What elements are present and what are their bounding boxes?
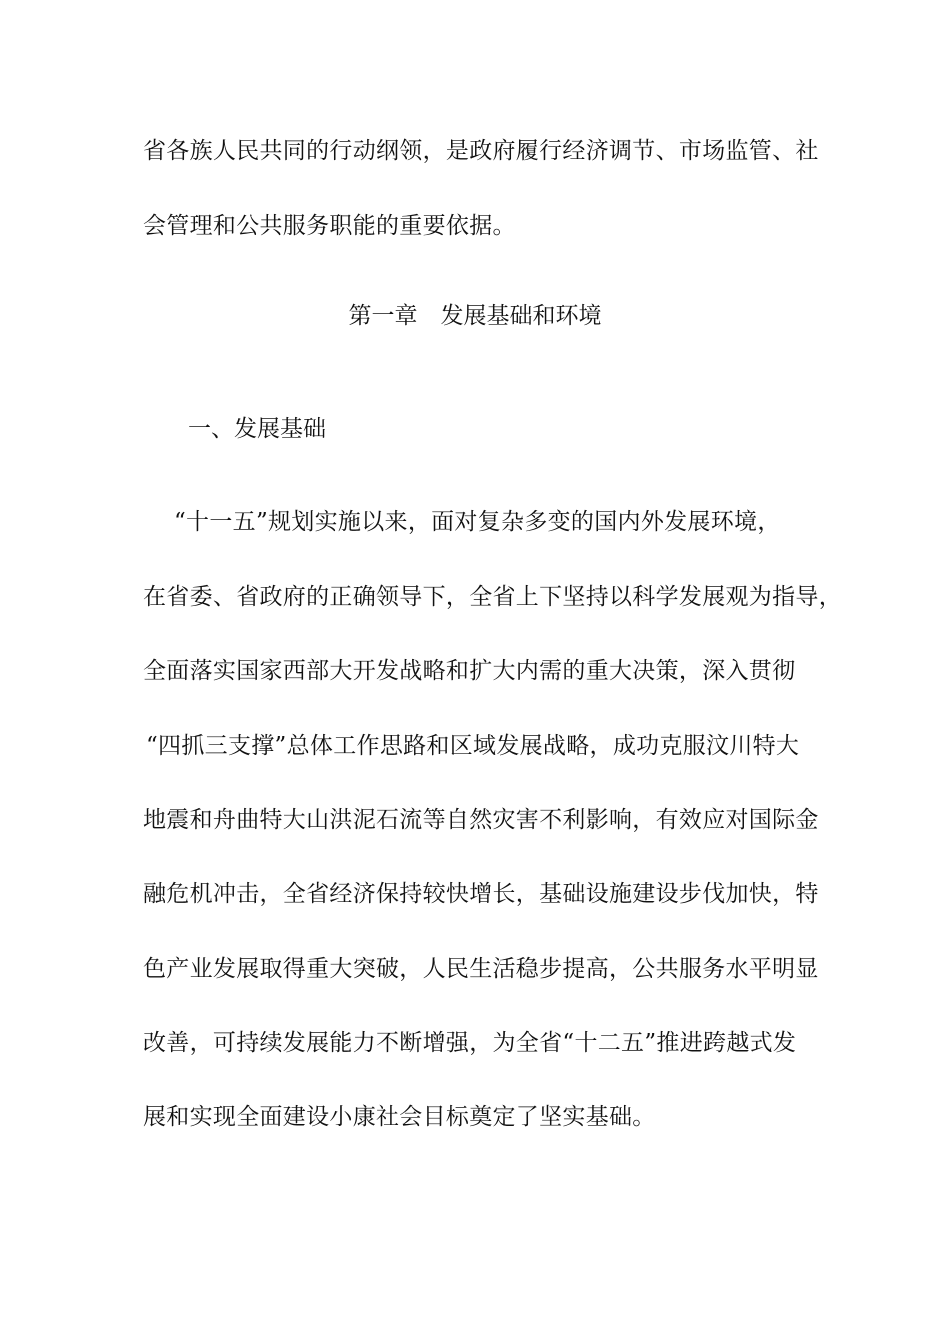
paragraph-line: “十一五”规划实施以来，面对复杂多变的国内外发展环境， (174, 509, 781, 535)
paragraph-line: “四抓三支撑”总体工作思路和区域发展战略，成功克服汶川特大 (146, 733, 800, 759)
paragraph-line: 全面落实国家西部大开发战略和扩大内需的重大决策，深入贯彻 (143, 658, 796, 684)
chapter-heading: 第一章 发展基础和环境 (348, 303, 602, 329)
paragraph-line: 省各族人民共同的行动纲领，是政府履行经济调节、市场监管、社 (143, 138, 819, 164)
paragraph-line: 地震和舟曲特大山洪泥石流等自然灾害不利影响，有效应对国际金 (143, 807, 819, 833)
paragraph-line: 在省委、省政府的正确领导下，全省上下坚持以科学发展观为指导， (143, 584, 842, 610)
paragraph-line: 改善，可持续发展能力不断增强，为全省“十二五”推进跨越式发 (143, 1030, 797, 1056)
paragraph-line: 融危机冲击，全省经济保持较快增长，基础设施建设步伐加快，特 (143, 881, 819, 907)
paragraph-line: 展和实现全面建设小康社会目标奠定了坚实基础。 (143, 1104, 656, 1130)
paragraph-line: 会管理和公共服务职能的重要依据。 (143, 213, 516, 239)
section-heading: 一、发展基础 (188, 416, 326, 442)
paragraph-line: 色产业发展取得重大突破，人民生活稳步提高，公共服务水平明显 (143, 956, 819, 982)
